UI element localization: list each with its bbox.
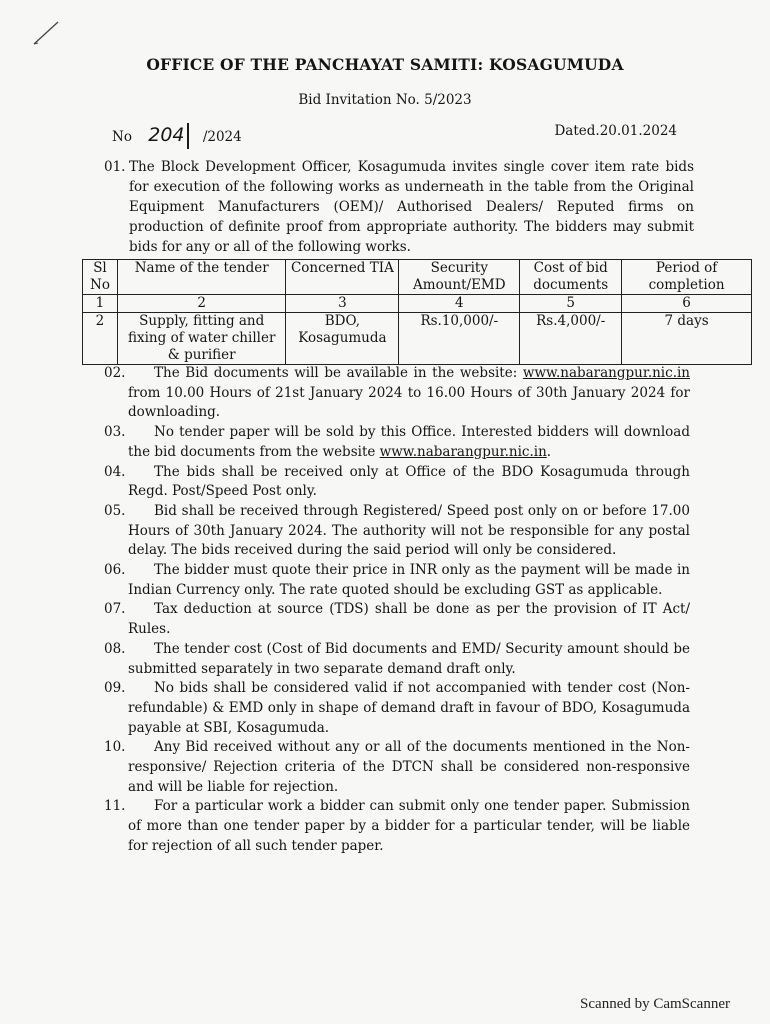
paragraph-text: Tax deduction at source (TDS) shall be done as per the provision of IT Act/ Rules. xyxy=(128,601,690,638)
table-cell: Rs.4,000/- xyxy=(520,313,622,365)
website-link[interactable]: www.nabarangpur.nic.in xyxy=(522,365,690,381)
handwritten-stroke xyxy=(187,123,189,149)
paragraph-text: from 10.00 Hours of 21st January 2024 to 16.00 Hours of 30th January 2024 for downloading. xyxy=(128,384,690,421)
table-cell: 1 xyxy=(83,295,118,313)
table-cell: 6 xyxy=(622,295,752,313)
paragraph-text: Any Bid received without any or all of the documents mentioned in the Non-responsive/ Rejection criteria of the DTCN shall be considered non-responsive and will be liable for rejection. xyxy=(128,739,690,795)
condition-paragraph xyxy=(104,640,690,679)
office-title: OFFICE OF THE PANCHAYAT SAMITI: KOSAGUMUDA xyxy=(146,55,624,74)
intro-text: The Block Development Officer, Kosagumuda invites single cover item rate bids for execution of the following works as underneath in the table from the Original Equipment Manufacturers (OEM)/ Authorised Dealers/ Reputed firms on production of definite proof from appropriate authority. The bidders may submit bids for any or all of the following works. xyxy=(129,159,694,255)
paragraph-number: 04. xyxy=(104,463,126,480)
conditions-list xyxy=(104,364,690,857)
paragraph-text: No tender paper will be sold by this Office. Interested bidders will download the bid documents from the website xyxy=(128,424,690,460)
paragraph-number: 07. xyxy=(104,601,126,618)
table-cell: 3 xyxy=(286,295,399,313)
paragraph-text: . xyxy=(546,443,552,460)
paragraph-text: Bid shall be received through Registered/ Speed post only on or before 17.00 Hours of 30th January 2024. The authority will not be responsible for any postal delay. The bids received during the said period will only be considered. xyxy=(128,502,690,559)
paragraph-number: 06. xyxy=(104,562,126,579)
table-cell: Supply, fitting and fixing of water chiller & purifier xyxy=(117,313,286,365)
table-cell: BDO, Kosagumuda xyxy=(286,313,399,365)
paragraph-number: 08. xyxy=(104,640,126,657)
paragraph-text: The bidder must quote their price in INR only as the payment will be made in Indian Currency only. The rate quoted should be excluding GST as applicable. xyxy=(128,562,690,598)
paragraph-number: 11. xyxy=(104,798,126,815)
column-header: Name of the tender xyxy=(117,260,286,295)
letter-number xyxy=(112,123,242,149)
condition-paragraph xyxy=(104,423,690,462)
column-header: Period of completion xyxy=(622,260,752,295)
table-cell: 7 days xyxy=(622,313,752,365)
no-label: No xyxy=(112,129,132,145)
condition-paragraph xyxy=(104,797,690,856)
paragraph-number: 03. xyxy=(104,424,126,441)
paragraph-number: 05. xyxy=(104,502,126,519)
column-header: Sl No xyxy=(83,260,118,295)
letter-date: Dated.20.01.2024 xyxy=(554,123,677,139)
paragraph-text: The tender cost (Cost of Bid documents and EMD/ Security amount should be submitted separately in two separate demand draft only. xyxy=(128,640,690,677)
works-table xyxy=(82,259,752,365)
column-header: Cost of bid documents xyxy=(520,260,622,295)
paragraph-number: 09. xyxy=(104,680,126,697)
paragraph-text: The Bid documents will be available in the website: xyxy=(154,365,523,381)
paragraph-text: The bids shall be received only at Office of the BDO Kosagumuda through Regd. Post/Speed Post only. xyxy=(128,463,690,500)
table-cell: 2 xyxy=(117,295,286,313)
condition-paragraph xyxy=(104,561,690,600)
condition-paragraph xyxy=(104,738,690,797)
table-cell: 2 xyxy=(83,313,118,365)
table-row xyxy=(83,313,752,365)
paragraph-text: For a particular work a bidder can submit only one tender paper. Submission of more than one tender paper by a bidder for a particular tender, will be liable for rejection of all such tender paper. xyxy=(128,798,690,854)
paragraph-number: 10. xyxy=(104,739,126,756)
condition-paragraph xyxy=(104,600,690,639)
table-header-row xyxy=(83,260,752,295)
camscanner-watermark: Scanned by CamScanner xyxy=(580,996,730,1012)
table-cell: Rs.10,000/- xyxy=(399,313,520,365)
bid-invitation-number: Bid Invitation No. 5/2023 xyxy=(298,92,472,108)
intro-paragraph xyxy=(104,157,694,257)
website-link[interactable]: www.nabarangpur.nic.in xyxy=(379,443,547,460)
condition-paragraph xyxy=(104,679,690,738)
no-year: /2024 xyxy=(202,129,242,145)
intro-number: 01. xyxy=(104,159,126,175)
table-cell: 5 xyxy=(520,295,622,313)
paragraph-number: 02. xyxy=(104,365,126,381)
condition-paragraph xyxy=(104,502,690,561)
table-index-row xyxy=(83,295,752,313)
condition-paragraph xyxy=(104,364,690,423)
pen-stroke-mark xyxy=(30,18,64,48)
paragraph-text: No bids shall be considered valid if not accompanied with tender cost (Non-refundable) & EMD only in shape of demand draft in favour of BDO, Kosagumuda payable at SBI, Kosagumuda. xyxy=(128,680,690,736)
table-cell: 4 xyxy=(399,295,520,313)
column-header: Concerned TIA xyxy=(286,260,399,295)
column-header: Security Amount/EMD xyxy=(399,260,520,295)
condition-paragraph xyxy=(104,463,690,502)
handwritten-number: 204 xyxy=(148,124,185,146)
